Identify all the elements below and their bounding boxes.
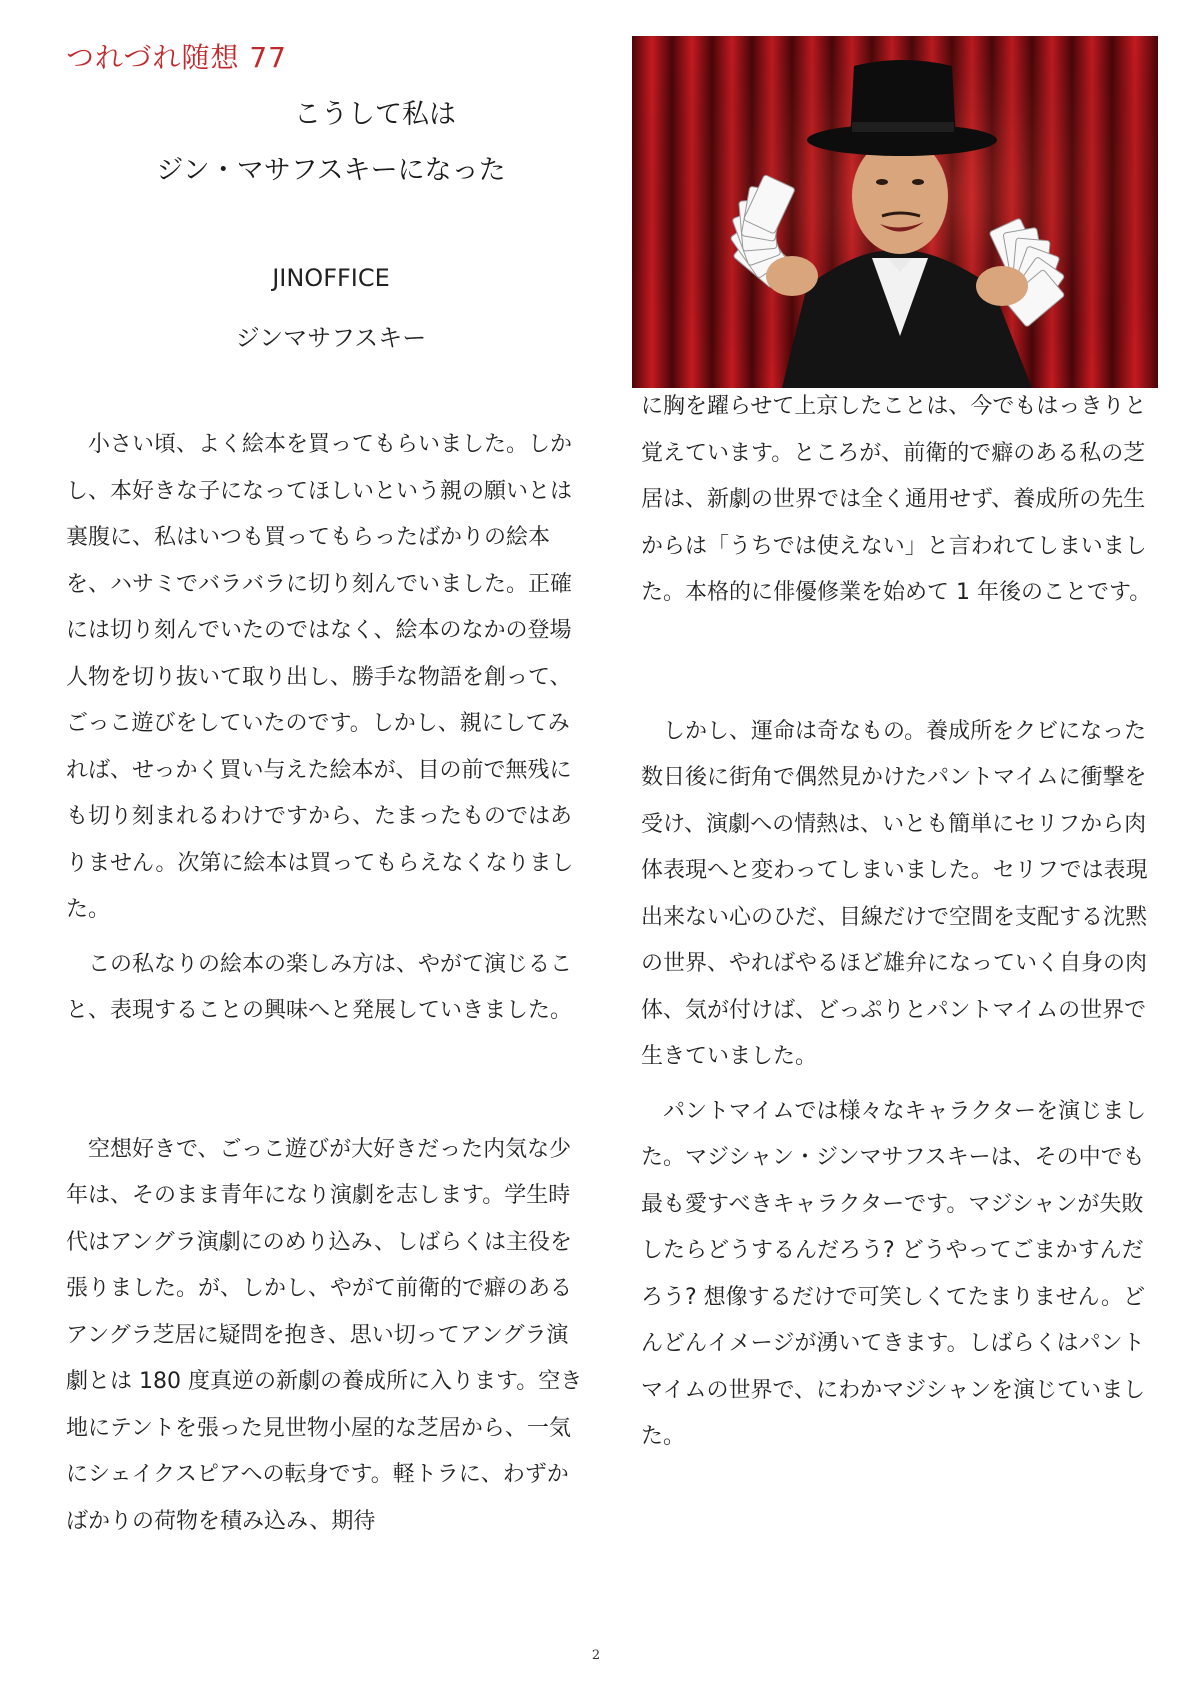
organization-name: JINOFFICE [272,264,390,292]
series-title: つれづれ随想 77 [66,41,287,74]
paragraph: パントマイムでは様々なキャラクターを演じました。マジシャン・ジンマサフスキーは、その中でも最も愛すべきキャラクターです。マジシャンが失敗したらどうするんだろう? どうやってごまかすんだろう? 想像するだけで可笑しくてたまりません。どんどんイメージが湧いてきます。しばらくはパントマイムの世界で、にわかマジシャンを演じていました。 [641,1098,1147,1449]
paragraph: 空想好きで、ごっこ遊びが大好きだった内気な少年は、そのまま青年になり演劇を志します。学生時代はアングラ演劇にのめり込み、しばらくは主役を張りました。が、しかし、やがて前衛的で癖のあるアングラ芝居に疑問を抱き、思い切ってアングラ演劇とは 180 度真逆の新劇の養成所に入ります。空き地にテントを張った見世物小屋的な芝居から、一気にシェイクスピアへの転身です。軽トラに、わずかばかりの荷物を積み込み、期待 [66,1136,583,1534]
paragraph: この私なりの絵本の楽しみ方は、やがて演じること、表現することの興味へと発展していきました。 [66,951,573,1023]
left-column [66,422,586,1545]
author-name: ジンマサフスキー [235,324,427,352]
page-number: 2 [591,1648,601,1663]
paragraph: しかし、運命は奇なもの。養成所をクビになった数日後に街角で偶然見かけたパントマイムに衝撃を受け、演劇への情熱は、いとも簡単にセリフから肉体表現へと変わってしまいました。セリフでは表現出来ない心のひだ、目線だけで空間を支配する沈黙の世界、やればやるほど雄弁になっていく自身の肉体、気が付けば、どっぷりとパントマイムの世界で生きていました。 [641,718,1148,1069]
paragraph: 小さい頃、よく絵本を買ってもらいました。しかし、本好きな子になってほしいという親の願いとは裏腹に、私はいつも買ってもらったばかりの絵本を、ハサミでバラバラに切り刻んでいました。正確には切り刻んでいたのではなく、絵本のなかの登場人物を切り抜いて取り出し、勝手な物語を創って、ごっこ遊びをしていたのです。しかし、親にしてみれば、せっかく買い与えた絵本が、目の前で無残にも切り刻まれるわけですから、たまったものではありません。次第に絵本は買ってもらえなくなりました。 [66,432,574,922]
magician-photo [632,36,1158,388]
paragraph: に胸を躍らせて上京したことは、今でもはっきりと覚えています。ところが、前衛的で癖のある私の芝居は、新劇の世界では全く通用せず、養成所の先生からは「うちでは使えない」と言われてしまいました。本格的に俳優修業を始めて 1 年後のことです。 [641,394,1152,605]
article-title-line2: ジン・マサフスキーになった [156,155,506,186]
right-column [641,384,1161,1461]
article-title-line1: こうして私は [294,99,456,130]
